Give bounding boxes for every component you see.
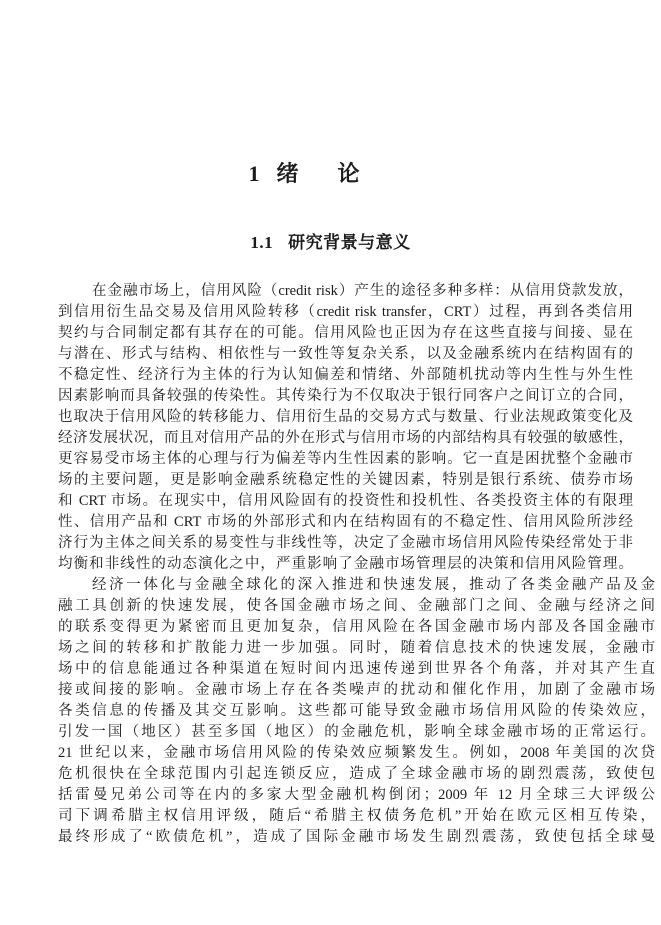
text-line: 司下调希腊主权信用评级，随后“希腊主权债务危机”开始在欧元区相互传染， (58, 808, 655, 824)
text-line: 也取决于信用风险的转移能力、信用衍生品的交易方式与数量、行业法规政策变化及 (58, 409, 633, 425)
text-line: 到信用衍生品交易及信用风险转移（credit risk transfer，CRT）过程，再到各类信用 (58, 304, 633, 320)
chapter-title-char-2: 论 (337, 161, 361, 186)
text-line: 场之间的转移和扩散能力进一步加强。同时，随着信息技术的快速发展，金融市 (58, 640, 655, 656)
text-line: 融工具创新的快速发展，使各国金融市场之间、金融部门之间、金融与经济之间 (58, 598, 655, 614)
text-line: 经济发展状况，而且对信用产品的外在形式与信用市场的内部结构具有较强的敏感性， (58, 430, 633, 446)
text-line: 21 世纪以来，金融市场信用风险的传染效应频繁发生。例如，2008 年美国的次贷 (58, 745, 655, 761)
chapter-number: 1 (248, 161, 261, 186)
section-title: 研究背景与意义 (288, 233, 411, 252)
paragraph (58, 575, 655, 848)
text-line: 与潜在、形式与结构、相依性与一致性等复杂关系，以及金融系统内在结构固有的 (58, 346, 633, 362)
chapter-title (0, 157, 635, 188)
text-line: 因素影响而具备较强的传染性。其传染行为不仅取决于银行同客户之间订立的合同， (58, 388, 633, 404)
text-line: 接或间接的影响。金融市场上存在各类噪声的扰动和催化作用，加剧了金融市场 (58, 682, 655, 698)
text-line: 在金融市场上，信用风险（credit risk）产生的途径多种多样：从信用贷款发放， (92, 283, 633, 299)
text-line: 场中的信息能通过各种渠道在短时间内迅速传递到世界各个角落，并对其产生直 (58, 661, 655, 677)
text-line: 最终形成了“欧债危机”，造成了国际金融市场发生剧烈震荡，致使包括全球曼 (58, 829, 655, 845)
text-line: 括雷曼兄弟公司等在内的多家大型金融机构倒闭；2009 年 12 月全球三大评级公 (58, 787, 655, 803)
text-line: 更容易受市场主体的心理与行为偏差等内生性因素的影响。它一直是困扰整个金融市 (58, 451, 633, 467)
body-text (58, 281, 655, 848)
chapter-title-char-1: 绪 (276, 161, 300, 186)
text-line: 契约与合同制定都有其存在的可能。信用风险也正因为存在这些直接与间接、显在 (58, 325, 633, 341)
text-line: 均衡和非线性的动态演化之中，严重影响了金融市场管理层的决策和信用风险管理。 (58, 556, 633, 572)
text-line: 场的主要问题，更是影响金融系统稳定性的关键因素，特别是银行系统、债券市场 (58, 472, 633, 488)
text-line: 经济一体化与金融全球化的深入推进和快速发展，推动了各类金融产品及金 (92, 577, 655, 593)
paragraph (58, 281, 633, 575)
text-line: 济行为主体之间关系的易变性与非线性等，决定了金融市场信用风险传染经常处于非 (58, 535, 633, 551)
text-line: 危机很快在全球范围内引起连锁反应，造成了全球金融市场的剧烈震荡，致使包 (58, 766, 655, 782)
text-line: 不稳定性、经济行为主体的行为认知偏差和情绪、外部随机扰动等内生性与外生性 (58, 367, 633, 383)
section-heading (0, 228, 661, 253)
text-line: 引发一国（地区）甚至多国（地区）的金融危机，影响全球金融市场的正常运行。 (58, 724, 655, 740)
text-line: 各类信息的传播及其交互影响。这些都可能导致金融市场信用风险的传染效应， (58, 703, 655, 719)
section-number: 1.1 (250, 233, 274, 252)
text-line: 和 CRT 市场。在现实中，信用风险固有的投资性和投机性、各类投资主体的有限理 (58, 493, 633, 509)
text-line: 性、信用产品和 CRT 市场的外部形式和内在结构固有的不稳定性、信用风险所涉经 (58, 514, 633, 530)
text-line: 的联系变得更为紧密而且更加复杂，信用风险在各国金融市场内部及各国金融市 (58, 619, 655, 635)
